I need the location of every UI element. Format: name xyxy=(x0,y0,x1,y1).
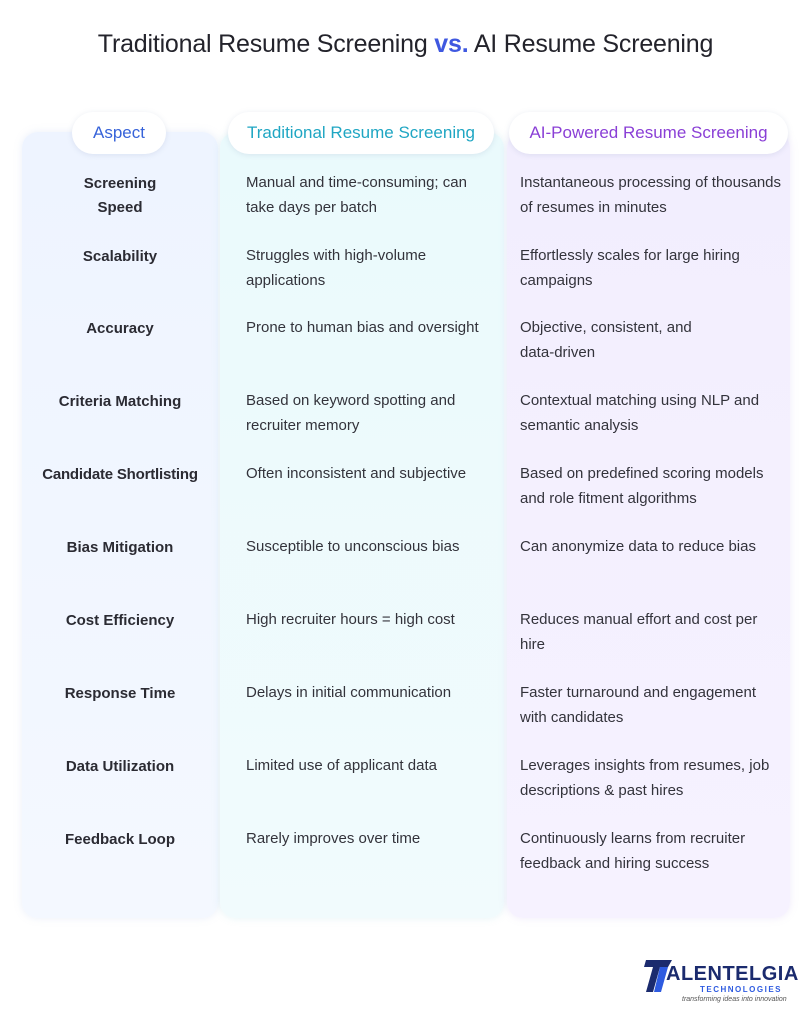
table-row xyxy=(0,682,811,742)
ai-cell: Objective, consistent, and data-driven xyxy=(520,319,692,361)
table-row xyxy=(0,245,811,305)
logo-tagline: transforming ideas into innovation xyxy=(682,996,787,1003)
table-row xyxy=(0,317,811,377)
ai-cell: Continuously learns from recruiter feedback and hiring success xyxy=(520,830,746,872)
logo-subtitle: TECHNOLOGIES xyxy=(700,985,783,994)
aspect-cell: Screening Speed xyxy=(83,175,157,216)
table-row xyxy=(0,390,811,450)
ai-cell: Based on predefined scoring models and role fitment algorithms xyxy=(520,465,764,507)
logo-name: ALENTELGIA xyxy=(666,963,799,985)
aspect-header: Aspect xyxy=(72,112,166,154)
aspect-cell: Response Time xyxy=(64,685,176,702)
ai-cell: Contextual matching using NLP and semantic analysis xyxy=(520,392,760,434)
ai-cell: Reduces manual effort and cost per hire xyxy=(520,611,758,653)
traditional-cell: Rarely improves over time xyxy=(246,830,421,847)
table-row xyxy=(0,828,811,888)
aspect-cell: Data Utilization xyxy=(65,758,175,775)
traditional-header: Traditional Resume Screening xyxy=(228,112,494,154)
traditional-cell: Limited use of applicant data xyxy=(246,757,437,774)
aspect-cell: Cost Efficiency xyxy=(65,612,175,629)
traditional-cell: Based on keyword spotting and recruiter memory xyxy=(246,392,456,434)
table-row xyxy=(0,463,811,523)
aspect-cell: Scalability xyxy=(82,248,158,265)
traditional-cell: Delays in initial communication xyxy=(246,684,452,701)
traditional-cell: Prone to human bias and oversight xyxy=(246,319,479,336)
ai-cell: Effortlessly scales for large hiring campaigns xyxy=(520,247,740,289)
aspect-cell: Accuracy xyxy=(86,320,154,337)
ai-header: AI-Powered Resume Screening xyxy=(509,112,788,154)
ai-cell: Can anonymize data to reduce bias xyxy=(520,538,756,555)
title-vs: vs. xyxy=(434,30,469,58)
traditional-cell: High recruiter hours = high cost xyxy=(246,611,455,628)
ai-cell: Instantaneous processing of thousands of resumes in minutes xyxy=(520,174,782,216)
ai-cell: Leverages insights from resumes, job descriptions & past hires xyxy=(520,757,770,799)
title-part-traditional: Traditional Resume Screening xyxy=(97,30,435,58)
table-row xyxy=(0,536,811,596)
aspect-cell: Feedback Loop xyxy=(64,831,176,848)
traditional-cell: Struggles with high-volume applications xyxy=(246,247,427,289)
ai-cell: Faster turnaround and engagement with candidates xyxy=(520,684,756,726)
talentelgia-logo xyxy=(644,958,799,1008)
page-title xyxy=(0,30,811,59)
table-row xyxy=(0,755,811,815)
title-part-ai: AI Resume Screening xyxy=(468,30,714,58)
aspect-cell: Bias Mitigation xyxy=(66,539,174,556)
traditional-cell: Manual and time-consuming; can take days per batch xyxy=(246,174,467,216)
aspect-cell: Criteria Matching xyxy=(58,393,182,410)
aspect-cell: Candidate Shortlisting xyxy=(42,466,198,483)
traditional-cell: Susceptible to unconscious bias xyxy=(246,538,460,555)
table-row xyxy=(0,172,811,232)
table-row xyxy=(0,609,811,669)
traditional-cell: Often inconsistent and subjective xyxy=(246,465,467,482)
